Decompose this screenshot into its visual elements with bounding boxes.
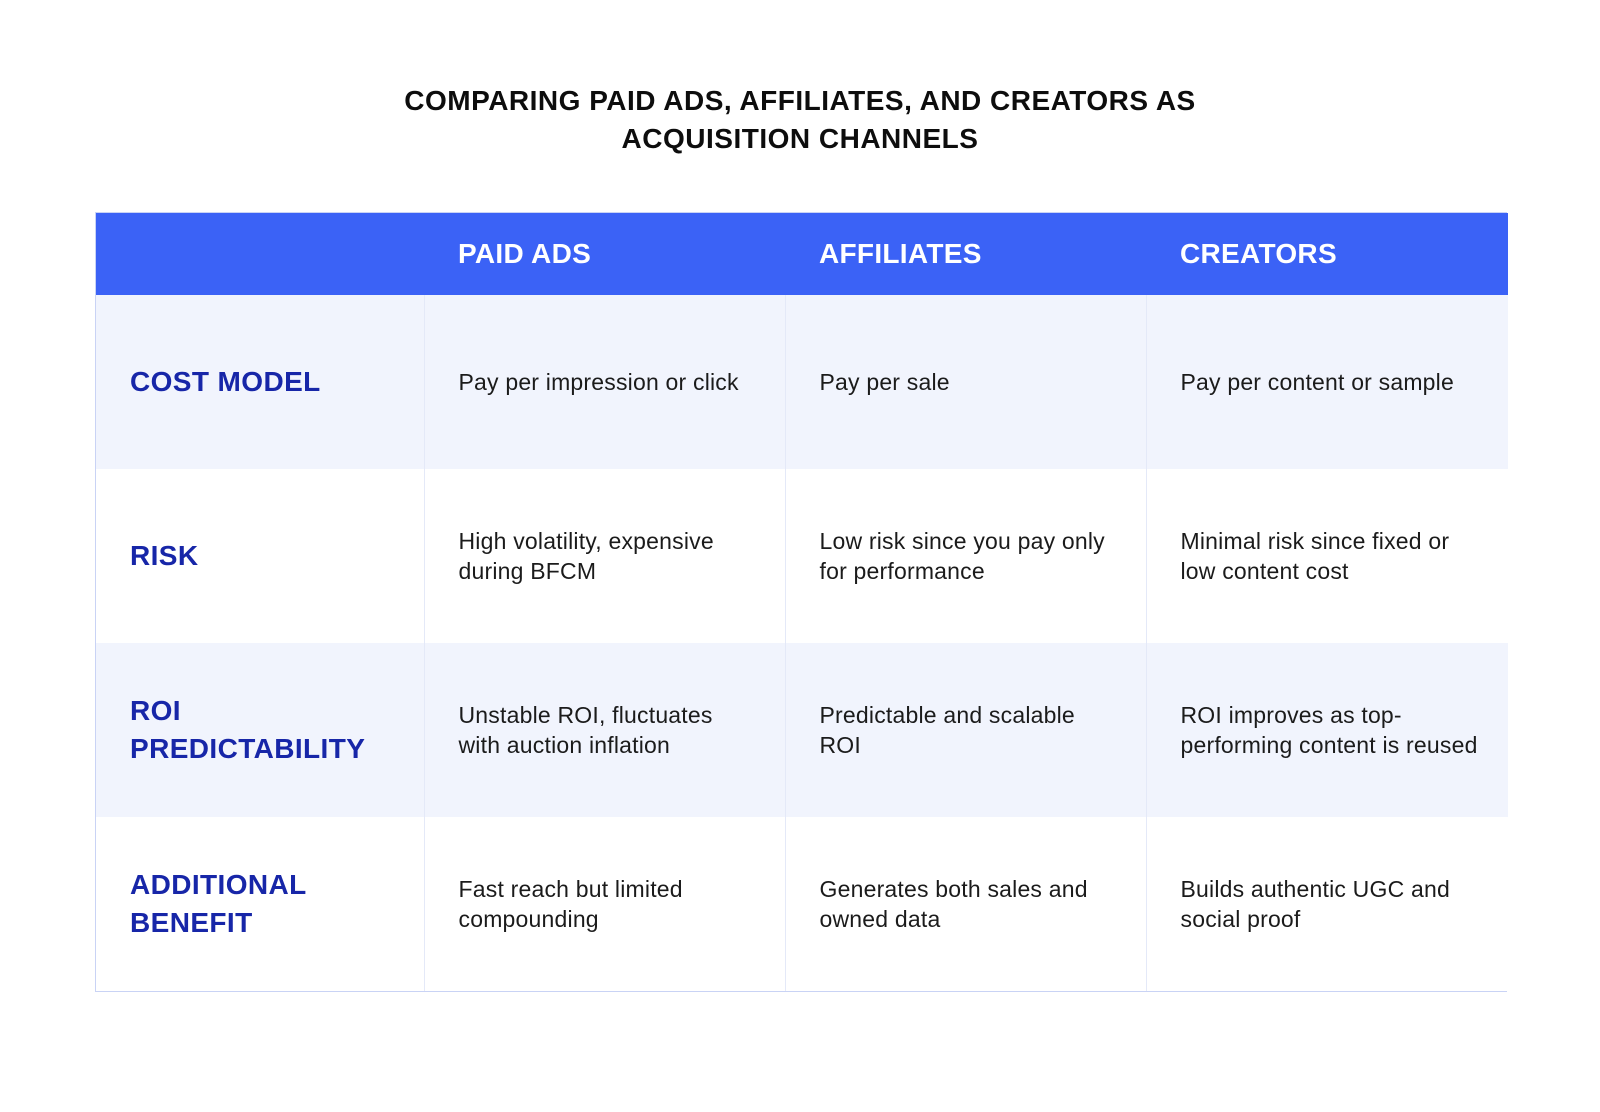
table-header-row bbox=[96, 213, 1508, 295]
cell-roi-creators: ROI improves as top-performing content is reused bbox=[1146, 643, 1508, 817]
page-title-line-2: ACQUISITION CHANNELS bbox=[621, 123, 979, 154]
cell-risk-paid-ads: High volatility, expensive during BFCM bbox=[424, 469, 785, 643]
row-label-roi-predictability: ROI PREDICTABILITY bbox=[130, 695, 366, 764]
cell-risk-creators: Minimal risk since fixed or low content cost bbox=[1146, 469, 1508, 643]
row-label-additional-benefit: ADDITIONAL BENEFIT bbox=[130, 869, 307, 938]
cell-cost-model-paid-ads: Pay per impression or click bbox=[424, 295, 785, 469]
cell-cost-model-affiliates: Pay per sale bbox=[785, 295, 1146, 469]
cell-benefit-affiliates: Generates both sales and owned data bbox=[785, 817, 1146, 991]
header-cell-empty bbox=[96, 213, 424, 295]
cell-roi-affiliates: Predictable and scalable ROI bbox=[785, 643, 1146, 817]
header-cell-creators: CREATORS bbox=[1180, 238, 1337, 269]
row-label-risk: RISK bbox=[130, 540, 199, 571]
table-row bbox=[96, 295, 1508, 469]
cell-roi-paid-ads: Unstable ROI, fluctuates with auction inflation bbox=[424, 643, 785, 817]
page-title-line-1: COMPARING PAID ADS, AFFILIATES, AND CREATORS AS bbox=[404, 85, 1196, 116]
page-title bbox=[0, 82, 1600, 158]
header-cell-affiliates: AFFILIATES bbox=[819, 238, 982, 269]
cell-benefit-creators: Builds authentic UGC and social proof bbox=[1146, 817, 1508, 991]
table-row bbox=[96, 643, 1508, 817]
header-cell-paid-ads: PAID ADS bbox=[458, 238, 592, 269]
table-row bbox=[96, 817, 1508, 991]
cell-cost-model-creators: Pay per content or sample bbox=[1146, 295, 1508, 469]
cell-benefit-paid-ads: Fast reach but limited compounding bbox=[424, 817, 785, 991]
table-row bbox=[96, 469, 1508, 643]
row-label-cost-model: COST MODEL bbox=[130, 366, 321, 397]
cell-risk-affiliates: Low risk since you pay only for performance bbox=[785, 469, 1146, 643]
comparison-table bbox=[95, 212, 1507, 992]
